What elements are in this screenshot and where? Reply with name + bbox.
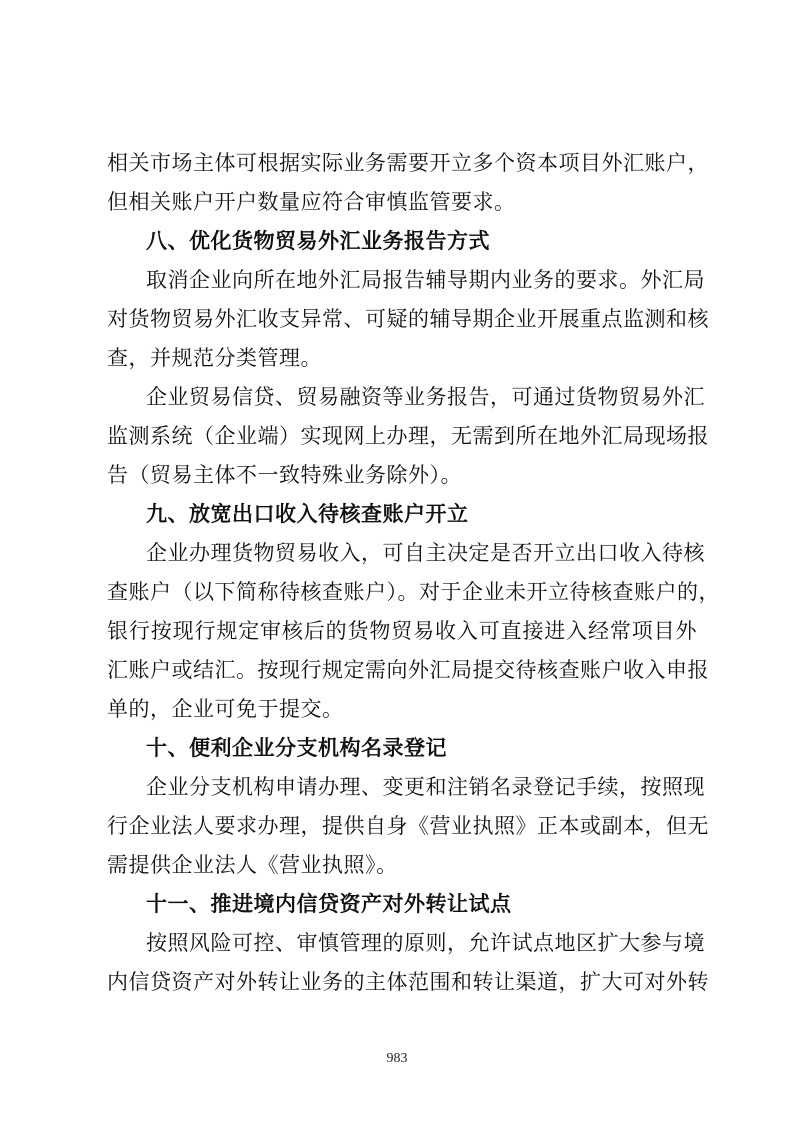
- body-line: 相关市场主体可根据实际业务需要开立多个资本项目外汇账户，: [107, 151, 709, 175]
- body-line: 企业办理货物贸易收入，可自主决定是否开立出口收入待核: [146, 541, 705, 565]
- body-line: 告（贸易主体不一致特殊业务除外）。: [107, 463, 462, 487]
- body-line: 银行按现行规定审核后的货物贸易收入可直接进入经常项目外: [107, 619, 697, 643]
- body-line: 汇账户或结汇。按现行规定需向外汇局提交待核查账户收入申报: [107, 658, 709, 682]
- body-line: 但相关账户开户数量应符合审慎监管要求。: [107, 190, 516, 214]
- body-line: 查，并规范分类管理。: [107, 346, 322, 370]
- body-line: 对货物贸易外汇收支异常、可疑的辅导期企业开展重点监测和核: [107, 307, 709, 331]
- body-line: 查账户（以下简称待核查账户）。对于企业未开立待核查账户的，: [107, 580, 720, 604]
- body-line: 内信贷资产对外转让业务的主体范围和转让渠道，扩大可对外转: [107, 970, 709, 994]
- section-heading-10: 十、便利企业分支机构名录登记: [146, 736, 447, 760]
- page-number: 983: [386, 1051, 408, 1066]
- section-heading-9: 九、放宽出口收入待核查账户开立: [146, 502, 469, 526]
- body-line: 企业贸易信贷、贸易融资等业务报告，可通过货物贸易外汇: [146, 385, 705, 409]
- body-line: 按照风险可控、审慎管理的原则，允许试点地区扩大参与境: [146, 931, 705, 955]
- body-line: 行企业法人要求办理，提供自身《营业执照》正本或副本，但无: [107, 814, 709, 838]
- body-line: 单的，企业可免于提交。: [107, 697, 344, 721]
- body-line: 需提供企业法人《营业执照》。: [107, 853, 398, 877]
- body-line: 企业分支机构申请办理、变更和注销名录登记手续，按照现: [146, 775, 705, 799]
- section-heading-8: 八、优化货物贸易外汇业务报告方式: [146, 229, 490, 253]
- body-line: 监测系统（企业端）实现网上办理，无需到所在地外汇局现场报: [107, 424, 709, 448]
- section-heading-11: 十一、推进境内信贷资产对外转让试点: [146, 892, 512, 916]
- body-line: 取消企业向所在地外汇局报告辅导期内业务的要求。外汇局: [146, 268, 705, 292]
